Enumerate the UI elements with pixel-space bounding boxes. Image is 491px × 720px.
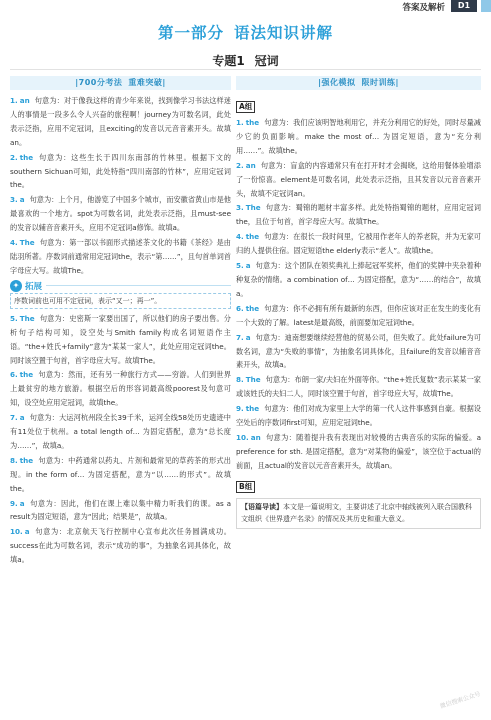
item-explanation: 句意为：然而，还有另一种旅行方式——穷游。人们到世界上最贫穷的地方旅游。根据空后的形容词最高级poorest及句意可知，设空处应用定冠词，故填the。 (10, 370, 231, 408)
answer-item (10, 193, 231, 235)
item-answer: the (245, 404, 260, 414)
item-number: 1. (236, 118, 244, 127)
answer-item (236, 373, 481, 401)
item-explanation: 句意为：迪南想要继续经营他的贸易公司，但失败了。此处failure为可数名词，意为“失败的事情”，为抽象名词具体化，且failure的发音以辅音音素开头，故填a。 (236, 332, 481, 370)
left-band-label-a: 700分考法 (78, 78, 123, 87)
part-title-number: 第一部分 (157, 24, 224, 42)
item-explanation: 句意为：上个月，他游览了中国多个城市，而安徽省黄山市是他最喜欢的一个地方。spot为可数名词，此处表示泛指，且must-see的发音以辅音音素开头，应用不定冠词a修饰。故填a。 (10, 195, 231, 233)
item-answer: a (19, 498, 25, 508)
item-number: 5. (236, 261, 244, 271)
item-explanation: 句意为：他们对成为家里上大学的第一代人这件事感到自豪。根据设空处后的序数词first可知，应用定冠词the。 (236, 404, 481, 428)
page-code-badge: D1 (451, 0, 477, 12)
extension-rule (46, 285, 231, 286)
part-title-text: 语法知识讲解 (234, 24, 334, 42)
extension-icon: ✦ (10, 280, 22, 292)
right-band-label-b: 限时训练 (361, 78, 396, 87)
answer-item (236, 302, 481, 330)
item-answer: a (245, 261, 251, 271)
item-number: 1. (10, 96, 18, 105)
answer-item (10, 525, 231, 567)
item-answer: the (245, 118, 260, 127)
left-column (10, 76, 231, 716)
item-answer: the (19, 455, 34, 465)
item-number: 10. (10, 527, 23, 537)
item-number: 4. (10, 238, 18, 248)
item-number: 4. (236, 232, 244, 242)
item-explanation: 句意为：大运河杭州段全长39千米，运河全线58处历史遗迹中有11处位于杭州。a total length of… 为固定搭配，意为“总长度为……”，故填a。 (10, 413, 231, 450)
passage-guide (236, 498, 481, 529)
left-section-band: |700分考法 重难突破| (10, 76, 231, 90)
right-band-label-a: 强化模拟 (321, 78, 356, 87)
answer-item (236, 402, 481, 430)
topic-title-text: 冠词 (254, 54, 279, 68)
answer-item (10, 368, 231, 410)
item-number: 8. (10, 455, 18, 465)
extension-header (10, 279, 231, 293)
item-number: 3. (10, 195, 18, 205)
item-number: 9. (10, 498, 18, 508)
item-answer: The (19, 238, 35, 248)
page-header (0, 0, 491, 14)
answer-item (10, 151, 231, 193)
item-number: 5. (10, 313, 18, 323)
item-number: 6. (236, 303, 244, 313)
item-number: 7. (236, 332, 244, 342)
item-number: 9. (236, 404, 244, 414)
item-number: 8. (236, 375, 244, 385)
item-explanation: 句意为：我们应该明智地利用它，并充分利用它的好处，同时尽量减少它的负面影响。make the most of… 为固定短语，意为“充分利用……”。故填the。 (236, 118, 481, 155)
item-answer: an (19, 96, 30, 105)
item-answer: a (19, 195, 25, 205)
answer-item (236, 431, 481, 473)
answer-item (236, 201, 481, 229)
topic-title-number: 专题1 (212, 54, 245, 68)
answer-item (236, 159, 481, 201)
item-explanation: 句意为：随着提升我有表现出对较慢的古典音乐的实际的偏爱。a preference for sth. 是固定搭配，意为“对某物的偏爱”，该空位于actual的前面，且actual的发音以元音音素开头，故填an。 (236, 432, 481, 470)
item-number: 2. (236, 160, 244, 170)
answer-item (236, 259, 481, 301)
item-explanation: 句意为：对于像我这样的青少年来说，找到像学习书法这样迷人的事情是一段多么令人兴奋的旅程啊！journey为可数名词，此处表示泛指，应用不定冠词，且exciting的发音以元音音素开头。故填an。 (10, 96, 231, 147)
item-answer: a (19, 413, 25, 423)
answer-item (10, 236, 231, 278)
answer-item (10, 411, 231, 453)
group-a-label: A组 (236, 101, 255, 113)
item-explanation: 句意为：在很长一段时间里，它被用作老年人的养老院，并为无家可归的人提供住宿。固定短语the elderly表示“老人”。故填the。 (236, 232, 481, 256)
item-answer: the (245, 232, 260, 242)
passage-guide-text: 本文是一篇说明文，主要讲述了北京中轴线被列入联合国教科文组织《世界遗产名录》的情况及其历史和重大意义。 (241, 502, 472, 524)
part-title (0, 21, 491, 43)
answer-item (236, 116, 481, 158)
item-answer: The (245, 375, 261, 385)
item-answer: the (19, 370, 34, 380)
item-explanation: 句意为：布朗一家/夫妇在外面等你。“the+姓氏复数”表示某某一家或该姓氏的夫妇二人，同时该空置于句首，首字母应大写，故填The。 (236, 375, 481, 399)
header-divider (10, 69, 481, 70)
passage-guide-label: 【语篇导读】 (241, 502, 283, 511)
item-explanation: 句意为：因此，他们在课上难以集中精力听我们的课。as a result为固定短语，意为“因此；结果是”，故填a。 (10, 498, 231, 522)
topic-title (0, 52, 491, 69)
answer-item (236, 230, 481, 258)
item-explanation: 句意为：北京航天飞行控制中心宣布此次任务圆满成功。success在此为可数名词，表示“成功的事”，为抽象名词具体化，故填a。 (10, 527, 231, 565)
item-explanation: 句意为：史密斯一家要出国了，所以他们的房子要出售。分析句子结构可知，设空处与Smith family构成名词短语作主语。“the+姓氏+family”意为“某某一家人”，此处应用定冠词the。同时该空置于句首，首字母应大写。故填The。 (10, 313, 231, 365)
right-column (236, 76, 481, 716)
item-number: 6. (10, 370, 18, 380)
item-explanation: 句意为：你不必拥有所有最新的东西，但你应该对正在发生的变化有一个大致的了解。latest是最高级，前面要加定冠词the。 (236, 303, 481, 327)
answer-item (10, 94, 231, 150)
item-number: 2. (10, 152, 18, 162)
item-explanation: 句意为：盲盒的内容通常只有在打开时才会揭晓，这给用餐体验增添了一份惊喜。element是可数名词，此处表示泛指，且其发音以元音音素开头，故填不定冠词an。 (236, 160, 481, 198)
item-answer: the (19, 152, 34, 162)
item-answer: The (245, 203, 261, 213)
item-answer: a (24, 527, 30, 537)
item-explanation: 句意为：蜀锦的题材丰富多样。此处特指蜀锦的题材，应用定冠词the，且位于句首，首字母应大写。故填The。 (236, 203, 481, 227)
extension-label: 拓展 (25, 281, 43, 292)
extension-note: 序数词前也可用不定冠词，表示“又一；再一”。 (10, 293, 231, 309)
left-band-label-b: 重难突破 (128, 78, 163, 87)
item-answer: an (250, 432, 261, 442)
item-number: 3. (236, 203, 244, 213)
answer-item (10, 497, 231, 525)
answer-item (10, 312, 231, 368)
item-explanation: 句意为：第一部以书面形式描述茶文化的书籍《茶经》是由陆羽所著。序数词前通常用定冠词the，表示“第……”，且句首单词首字母应大写。故填The。 (10, 238, 231, 275)
item-answer: The (19, 313, 35, 323)
item-number: 7. (10, 413, 18, 423)
answer-item (10, 454, 231, 496)
right-section-band: |强化模拟 限时训练| (236, 76, 481, 90)
item-explanation: 句意为：中药通常以药丸、片剂和最常见的草药茶的形式出现。in the form of… 为固定搭配，意为“以……的形式”。故填the。 (10, 455, 231, 493)
item-explanation: 句意为：这些生长于四川东南部的竹林里。根据下文的southern Sichuan可知，此处特指“四川南部的竹林”，应用定冠词the。 (10, 152, 231, 190)
item-number: 10. (236, 432, 249, 442)
answer-label: 答案及解析 (402, 3, 445, 13)
answer-item (236, 331, 481, 373)
item-answer: an (245, 160, 256, 170)
header-stripe (481, 0, 491, 12)
item-explanation: 句意为：这个团队在领奖典礼上捧起冠军奖杯，他们的奖牌中夹杂着种种复杂的情绪。a combination of… 为固定搭配，意为“……的结合”，故填a。 (236, 261, 481, 298)
watermark: 微信搜索公众号 (439, 690, 482, 711)
group-b-label: B组 (236, 481, 255, 493)
item-answer: a (245, 332, 251, 342)
item-answer: the (245, 303, 260, 313)
